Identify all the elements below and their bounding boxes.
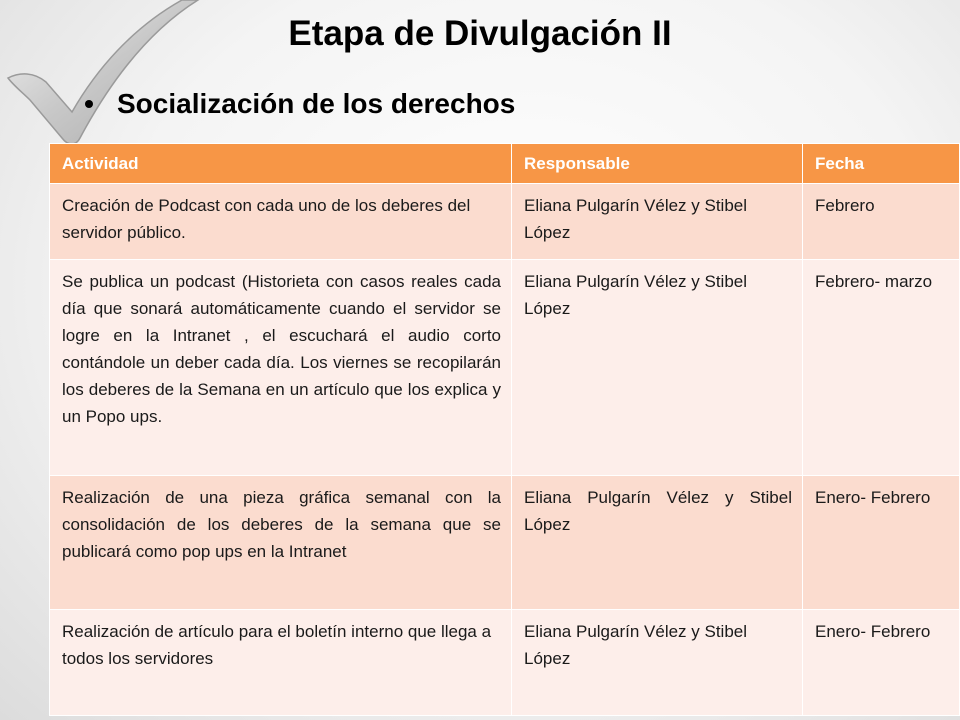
cell-actividad: Creación de Podcast con cada uno de los deberes del servidor público. [50,184,512,260]
cell-fecha: Febrero [803,184,960,260]
header-fecha: Fecha [803,144,960,184]
bullet-item [85,88,515,120]
slide-subtitle: Socialización de los derechos [117,88,516,119]
table-row [50,610,960,716]
table-row [50,260,960,476]
cell-fecha: Enero- Febrero [803,610,960,716]
table-header-row [50,144,960,184]
slide-title: Etapa de Divulgación II [288,14,672,53]
bullet-icon [85,100,93,108]
cell-fecha: Enero- Febrero [803,476,960,610]
table-row [50,476,960,610]
cell-actividad: Realización de artículo para el boletín interno que llega a todos los servidores [50,610,512,716]
table-row [50,184,960,260]
cell-actividad: Se publica un podcast (Historieta con casos reales cada día que sonará automáticamente cuando el servidor se logre en la Intranet , el escuchará el audio corto contándole un deber cada día. Los viernes se recopilarán los deberes de la Semana en un artículo que los explica y un Popo ups. [50,260,512,476]
cell-responsable: Eliana Pulgarín Vélez y Stibel López [512,610,803,716]
cell-actividad: Realización de una pieza gráfica semanal con la consolidación de los deberes de la semana que se publicará como pop ups en la Intranet [50,476,512,610]
header-actividad: Actividad [50,144,512,184]
cell-responsable: Eliana Pulgarín Vélez y Stibel López [512,184,803,260]
cell-fecha: Febrero- marzo [803,260,960,476]
activities-table [49,143,960,716]
cell-responsable: Eliana Pulgarín Vélez y Stibel López [512,476,803,610]
cell-responsable: Eliana Pulgarín Vélez y Stibel López [512,260,803,476]
header-responsable: Responsable [512,144,803,184]
